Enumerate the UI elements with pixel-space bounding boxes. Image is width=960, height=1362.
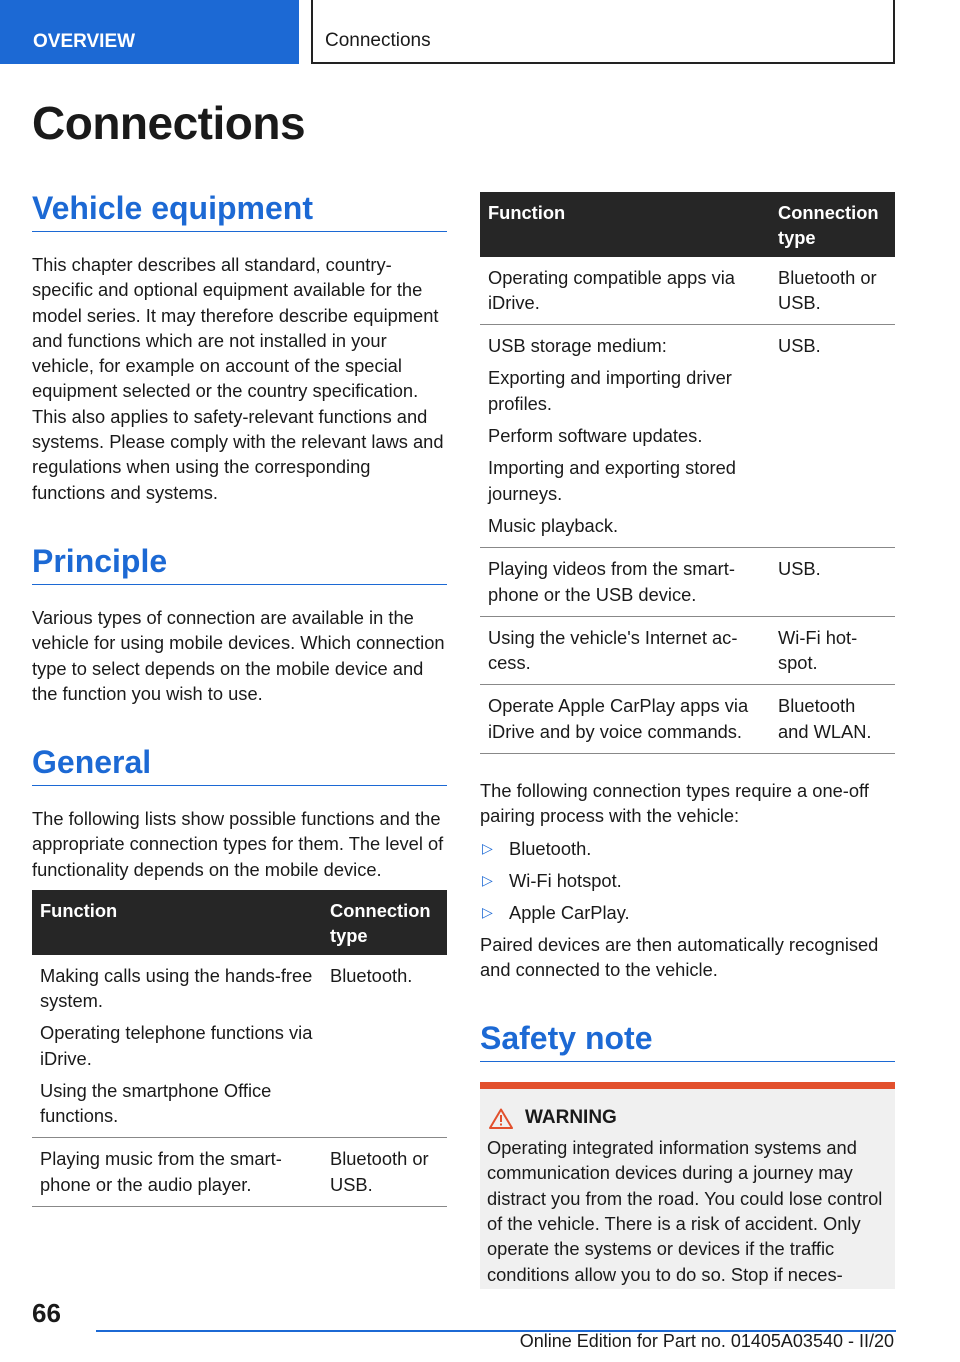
right-column	[480, 192, 895, 1289]
connections-table-2	[480, 192, 895, 754]
heading-principle: Principle	[32, 543, 447, 585]
left-column	[32, 190, 447, 1207]
header-chapter-title: Connections	[325, 30, 431, 51]
warning-triangle-icon	[489, 1108, 513, 1129]
pairing-intro-text: The following connection types require a one-off pairing process with the vehicle:	[480, 780, 869, 827]
function-text: Music playback.	[488, 514, 619, 536]
function-text: USB storage medium:	[488, 335, 667, 357]
warning-bar	[480, 1082, 895, 1089]
function-text: Perform software updates.	[488, 425, 703, 447]
table-row	[480, 685, 895, 754]
warning-label: WARNING	[525, 1107, 617, 1129]
function-cell	[480, 685, 770, 754]
triangle-bullet-icon: ▷	[482, 904, 493, 921]
triangle-bullet-icon: ▷	[482, 871, 493, 888]
footer-edition-text: Online Edition for Part no. 01405A03540 - II/20	[519, 1331, 894, 1351]
vehicle-equipment-text: This chapter describes all standard, country-specific and optional equipment available for the model series. It may therefore describe equipment and functions which are not installed in your vehicle, for example on account of the special equipment selected or the country specification. This also applies to safety-relevant functions and systems. Please comply with the relevant laws and regulations when using the corresponding functions and systems.	[32, 254, 444, 503]
heading-vehicle-equipment: Vehicle equipment	[32, 190, 447, 232]
function-text: Using the vehicle's Internet access.	[488, 626, 738, 674]
column-header-function: Function	[32, 890, 322, 955]
table-header-row	[480, 192, 895, 257]
connection-type-cell: USB.	[770, 325, 895, 548]
function-text: Playing music from the smartphone or the audio player.	[40, 1148, 282, 1195]
function-text: Operate Apple CarPlay apps via iDrive and by voice commands.	[488, 695, 749, 742]
page-number: 66	[32, 1298, 61, 1328]
column-header-function: Function	[480, 192, 770, 257]
table-row	[32, 955, 447, 1138]
connection-type-cell: Bluetooth or USB.	[770, 257, 895, 325]
warning-box	[480, 1089, 895, 1289]
function-text: Using the smartphone Office functions.	[40, 1079, 272, 1127]
column-header-connection-type: Connection type	[322, 890, 447, 955]
page-title: Connections	[32, 97, 306, 149]
function-text: Exporting and importing driver profiles.	[488, 367, 732, 414]
table-row	[32, 1138, 447, 1207]
principle-text: Various types of connection are available in the vehicle for using mobile devices. Which connection type to select depends on the mobile device and the function you wish to use.	[32, 606, 445, 704]
warning-header	[487, 1107, 887, 1129]
heading-safety-note: Safety note	[480, 1020, 895, 1062]
connections-table-1	[32, 890, 447, 1207]
connection-type-cell: Wi-Fi hotspot.	[770, 616, 895, 685]
table-row	[480, 325, 895, 548]
connection-type-cell: Bluetooth or USB.	[322, 1138, 447, 1207]
pairing-after-text: Paired devices are then automatically recognised and connected to the vehicle.	[480, 933, 879, 980]
list-item: ▷ Apple CarPlay.	[480, 900, 895, 925]
pairing-list	[480, 836, 895, 926]
connection-type-cell: Bluetooth.	[322, 955, 447, 1138]
table-row	[480, 548, 895, 617]
connection-type-cell: USB.	[770, 548, 895, 617]
function-cell	[480, 325, 770, 548]
column-header-connection-type: Connection type	[770, 192, 895, 257]
function-cell	[32, 955, 322, 1138]
table-header-row	[32, 890, 447, 955]
section-tab-overview[interactable]: OVERVIEW	[0, 0, 299, 64]
function-text: Playing videos from the smartphone or the USB device.	[488, 558, 735, 605]
function-cell	[32, 1138, 322, 1207]
function-cell	[480, 616, 770, 685]
warning-panel	[480, 1082, 895, 1289]
function-text: Making calls using the hands-free system.	[40, 964, 313, 1011]
connection-type-cell: Bluetooth and WLAN.	[770, 685, 895, 754]
list-item: ▷ Bluetooth.	[480, 836, 895, 861]
table-row	[480, 257, 895, 325]
function-text: Operating telephone functions via iDrive.	[40, 1022, 313, 1069]
general-text: The following lists show possible functions and the appropriate connection types for them. The level of functionality depends on the mobile device.	[32, 808, 444, 880]
triangle-bullet-icon: ▷	[482, 839, 493, 856]
heading-general: General	[32, 744, 447, 786]
function-cell	[480, 257, 770, 325]
function-cell	[480, 548, 770, 617]
warning-text: Operating integrated information systems and communication devices during a journey may distract you from the road. You could lose control of the vehicle. There is a risk of accident. Only operate the systems or devices if the traffic conditions allow you to do so. Stop if neces-	[487, 1137, 883, 1285]
function-text: Importing and exporting stored journeys.	[488, 457, 736, 504]
function-text: Operating compatible apps via iDrive.	[488, 266, 735, 313]
table-row	[480, 616, 895, 685]
list-item: ▷ Wi-Fi hotspot.	[480, 868, 895, 893]
